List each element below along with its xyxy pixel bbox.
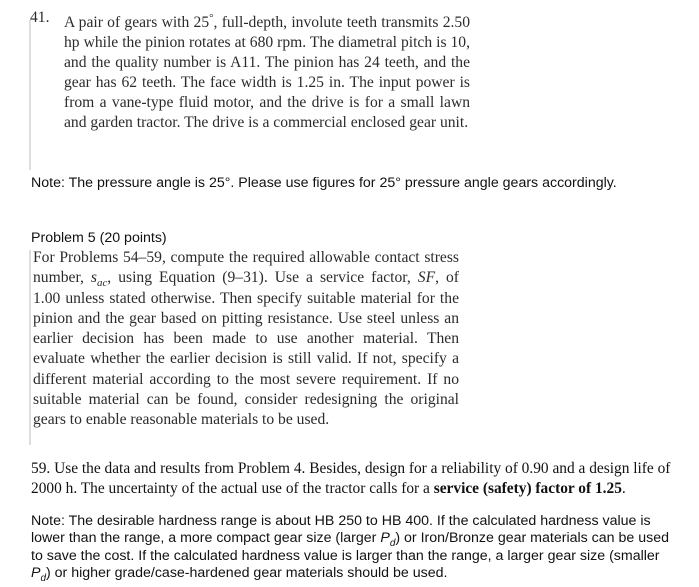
degree-symbol: °	[209, 12, 214, 24]
pd-symbol-1: P	[380, 530, 390, 547]
service-factor-emphasis: service (safety) factor of 1.25	[433, 480, 622, 497]
problem-41-text-b: , full-depth, involute teeth transmits 2.50 hp while the pinion rotates at 680 rpm. The diametral pitch is 10, and the quality number is A11. The pinion has 24 teeth, and the gear has 62 teeth. The face width is 1.25 in. The input power is from a vane-type fluid motor, and the drive is for a small lawn and garden tractor. The drive is a commercial enclosed gear unit.	[64, 14, 470, 132]
hardness-note-b: ) or Iron/Bronze gear materials can be used to save the cost. If the calculated hardness value is larger than the range, a larger gear size (smaller	[31, 530, 669, 564]
problem-59-end: .	[621, 480, 626, 497]
sac-subscript: ac	[97, 277, 108, 290]
pd-subscript-1: d	[389, 538, 396, 550]
sac-symbol: s	[90, 269, 97, 287]
problem-59-text: 59. Use the data and results from Problem 4. Besides, design for a reliability of 0.90 and a design life of 2000 h. The uncertainty of the actual use of the tractor calls for a	[31, 460, 671, 497]
problem-5-text-b: , using Equation (9–31). Use a service factor,	[107, 269, 418, 287]
problem-5-text-a: For Problems 54–59, compute the required allowable contact stress number,	[33, 249, 459, 287]
problem-41-number: 41.	[30, 9, 50, 26]
problem-5-title: Problem 5 (20 points)	[31, 230, 167, 246]
hardness-note-c: ) or higher grade/case-hardened gear materials should be used.	[46, 564, 448, 581]
problem-41	[30, 8, 470, 133]
hardness-note	[31, 513, 677, 582]
sf-symbol: SF	[417, 269, 436, 287]
problem-59	[31, 459, 671, 499]
problem-5-text-c: , of 1.00 unless stated otherwise. Then specify suitable material for the pinion and the gear based on pitting resistance. Use steel unless an earlier decision has been made to use another material. Then evaluate whether the earlier decision is still valid. If not, specify a different material according to the most severe requirement. If no suitable material can be found, consider redesigning the original gears to enable reasonable materials to be used.	[33, 269, 459, 429]
pd-subscript-2: d	[40, 572, 46, 584]
problem-41-text-a: A pair of gears with 25	[64, 14, 210, 32]
problem-5-text	[33, 248, 459, 431]
hardness-note-a: Note: The desirable hardness range is about HB 250 to HB 400. If the calculated hardness value is lower than the range, a more compact gear size (larger	[31, 513, 651, 547]
problem-41-text	[64, 8, 470, 133]
pressure-angle-note: Note: The pressure angle is 25°. Please use figures for 25° pressure angle gears accordingly.	[31, 175, 617, 191]
pd-symbol-2: P	[31, 564, 41, 581]
scan-margin-bar-mid	[29, 250, 31, 445]
